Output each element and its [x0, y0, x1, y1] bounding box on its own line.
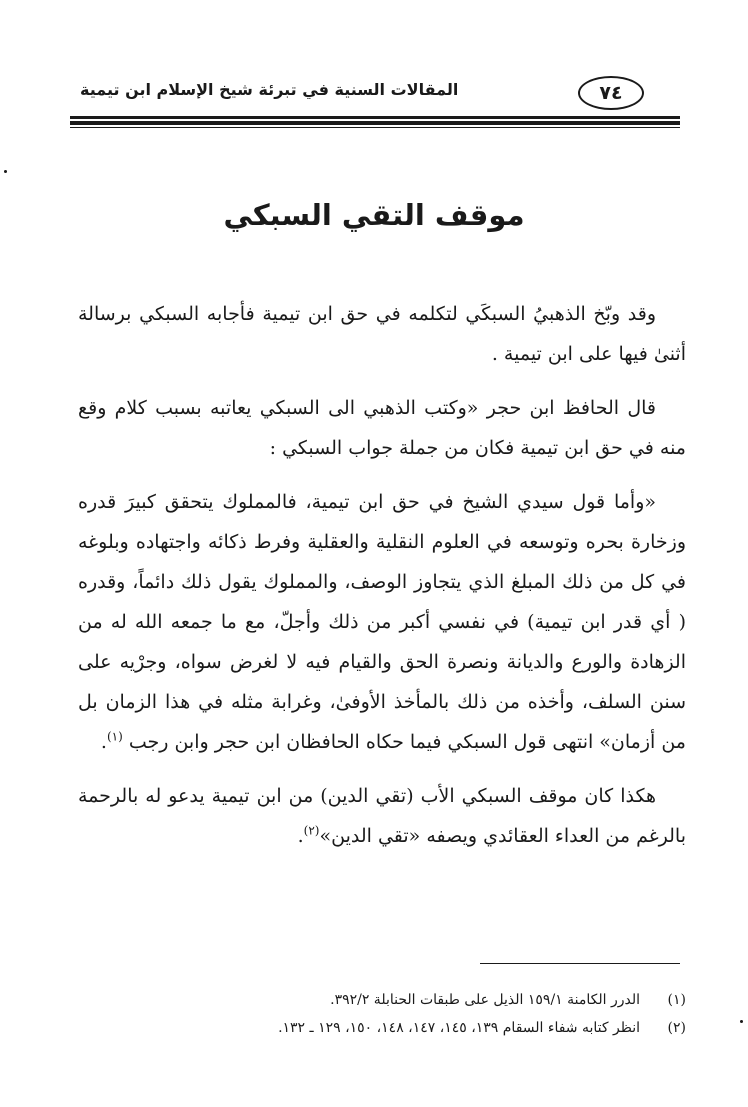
footnote — [78, 986, 686, 1014]
paragraph-text: قال الحافظ ابن حجر «وكتب الذهبي الى السبكي يعاتبه بسبب كلام وقع منه في حق ابن تيمية فكان من جملة جواب السبكي : — [78, 397, 686, 459]
sentence-end: . — [297, 825, 304, 847]
paragraph — [78, 294, 686, 374]
paragraph — [78, 776, 686, 856]
footnote-separator — [480, 963, 680, 964]
paragraph — [78, 482, 686, 762]
scan-speck — [740, 1020, 743, 1023]
footnote — [78, 1014, 686, 1042]
footnote-ref-2[interactable]: (٢) — [303, 823, 320, 838]
paragraph-text: وقد وبّخ الذهبيُ السبكَي لتكلمه في حق ابن تيمية فأجابه السبكي برسالة أثنىٰ فيها على ابن تيمية . — [78, 303, 686, 365]
footnote-text: انظر كتابه شفاء السقام ١٣٩، ١٤٥، ١٤٧، ١٤٨، ١٥٠، ١٢٩ ـ ١٣٢. — [278, 1020, 640, 1036]
header-rule-top — [70, 116, 680, 119]
chapter-title: موقف التقي السبكي — [223, 198, 525, 232]
footnote-ref-1[interactable]: (١) — [106, 729, 123, 744]
header-rule-bottom — [70, 127, 680, 128]
header-rule-middle — [70, 121, 680, 125]
paragraph — [78, 388, 686, 468]
footnotes — [78, 986, 686, 1042]
paragraph-text: هكذا كان موقف السبكي الأب (تقي الدين) من ابن تيمية يدعو له بالرحمة بالرغم من العداء العقائدي ويصفه «تقي الدين» — [78, 785, 686, 847]
page-number: ٧٤ — [578, 76, 644, 110]
scan-speck — [4, 170, 7, 173]
paragraph-text: «وأما قول سيدي الشيخ في حق ابن تيمية، فالمملوك يتحقق كبيرَ قدره وزخارة بحره وتوسعه في العلوم النقلية والعقلية وفرط ذكائه واجتهاده وبلوغه في كل من ذلك المبلغ الذي يتجاوز الوصف، والمملوك يقول ذلك دائماً، وقدره ( أي قدر ابن تيمية) في نفسي أكبر من ذلك وأجلّ، مع ما جمعه الله له من الزهادة والورع والديانة ونصرة الحق والقيام فيه لا لغرض سواه، وجرْيه على سنن السلف، وأخذه من ذلك بالمأخذ الأوفىٰ، وغرابة مثله في هذا الزمان بل من أزمان» انتهى قول السبكي فيما حكاه الحافظان ابن حجر وابن رجب — [78, 491, 686, 753]
footnote-number: (١) — [667, 992, 686, 1008]
footnote-text: الدرر الكامنة ١٥٩/١ الذيل على طبقات الحنابلة ٣٩٢/٢. — [330, 992, 640, 1008]
body-text — [78, 294, 686, 870]
running-title: المقالات السنية في تبرئة شيخ الإسلام ابن تيمية — [80, 80, 459, 99]
footnote-number: (٢) — [667, 1020, 686, 1036]
sentence-end: . — [100, 731, 107, 753]
page-header — [70, 66, 680, 114]
